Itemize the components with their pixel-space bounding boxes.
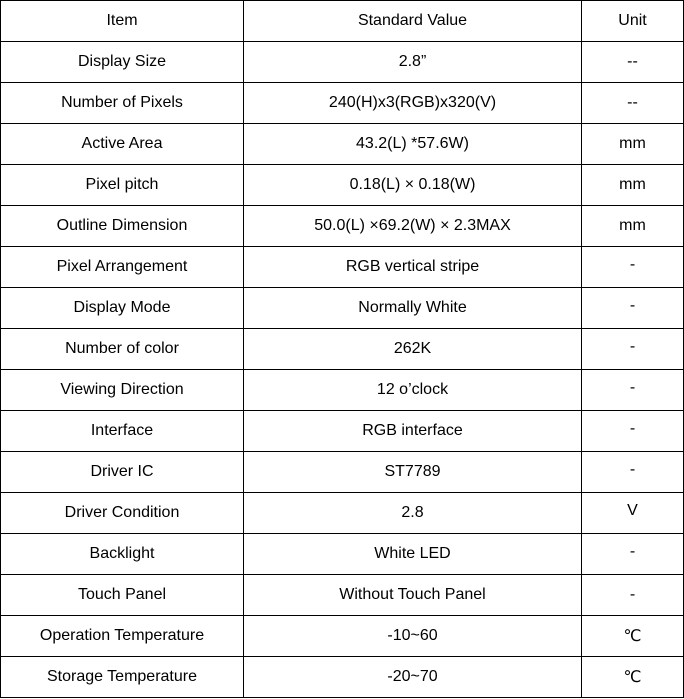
value-cell: 240(H)x3(RGB)x320(V) [244, 83, 582, 124]
table-row [1, 493, 684, 534]
table-row [1, 657, 684, 698]
item-cell: Touch Panel [1, 575, 244, 616]
item-cell: Display Mode [1, 288, 244, 329]
value-cell: 43.2(L) *57.6W) [244, 124, 582, 165]
table-row [1, 452, 684, 493]
unit-cell: ℃ [582, 616, 684, 657]
item-cell: Active Area [1, 124, 244, 165]
table-row [1, 124, 684, 165]
unit-cell: - [582, 575, 684, 616]
value-cell: RGB interface [244, 411, 582, 452]
item-cell: Driver IC [1, 452, 244, 493]
item-cell: Pixel pitch [1, 165, 244, 206]
unit-cell: - [582, 286, 684, 327]
table-row [1, 83, 684, 124]
unit-cell: - [582, 245, 684, 286]
table-row [1, 42, 684, 83]
table-row [1, 165, 684, 206]
item-cell: Operation Temperature [1, 616, 244, 657]
unit-cell: mm [582, 165, 684, 206]
value-cell: ST7789 [244, 452, 582, 493]
unit-cell: - [582, 409, 684, 450]
table-row [1, 206, 684, 247]
value-cell: 262K [244, 329, 582, 370]
header-standard-value: Standard Value [244, 1, 582, 42]
unit-cell: - [582, 327, 684, 368]
unit-cell: V [582, 491, 684, 532]
spec-table-header [1, 1, 684, 42]
item-cell: Viewing Direction [1, 370, 244, 411]
header-row [1, 1, 684, 42]
value-cell: RGB vertical stripe [244, 247, 582, 288]
unit-cell: -- [582, 42, 684, 83]
item-cell: Interface [1, 411, 244, 452]
item-cell: Pixel Arrangement [1, 247, 244, 288]
unit-cell: mm [582, 206, 684, 247]
value-cell: 0.18(L) × 0.18(W) [244, 165, 582, 206]
table-row [1, 411, 684, 452]
value-cell: Without Touch Panel [244, 575, 582, 616]
header-item: Item [1, 1, 244, 42]
table-row [1, 370, 684, 411]
value-cell: 2.8” [244, 42, 582, 83]
table-row [1, 534, 684, 575]
value-cell: Normally White [244, 288, 582, 329]
item-cell: Outline Dimension [1, 206, 244, 247]
value-cell: -20~70 [244, 657, 582, 698]
unit-cell: mm [582, 124, 684, 165]
spec-table-body [1, 42, 684, 698]
header-unit: Unit [582, 1, 684, 42]
item-cell: Storage Temperature [1, 657, 244, 698]
item-cell: Driver Condition [1, 493, 244, 534]
table-row [1, 247, 684, 288]
item-cell: Backlight [1, 534, 244, 575]
value-cell: 50.0(L) ×69.2(W) × 2.3MAX [244, 206, 582, 247]
unit-cell: - [582, 450, 684, 491]
unit-cell: -- [582, 83, 684, 124]
table-row [1, 575, 684, 616]
value-cell: -10~60 [244, 616, 582, 657]
value-cell: White LED [244, 534, 582, 575]
item-cell: Number of Pixels [1, 83, 244, 124]
unit-cell: - [582, 532, 684, 573]
item-cell: Number of color [1, 329, 244, 370]
table-row [1, 329, 684, 370]
unit-cell: ℃ [582, 657, 684, 698]
item-cell: Display Size [1, 42, 244, 83]
value-cell: 2.8 [244, 493, 582, 534]
unit-cell: - [582, 368, 684, 409]
table-row [1, 288, 684, 329]
value-cell: 12 o’clock [244, 370, 582, 411]
table-row [1, 616, 684, 657]
